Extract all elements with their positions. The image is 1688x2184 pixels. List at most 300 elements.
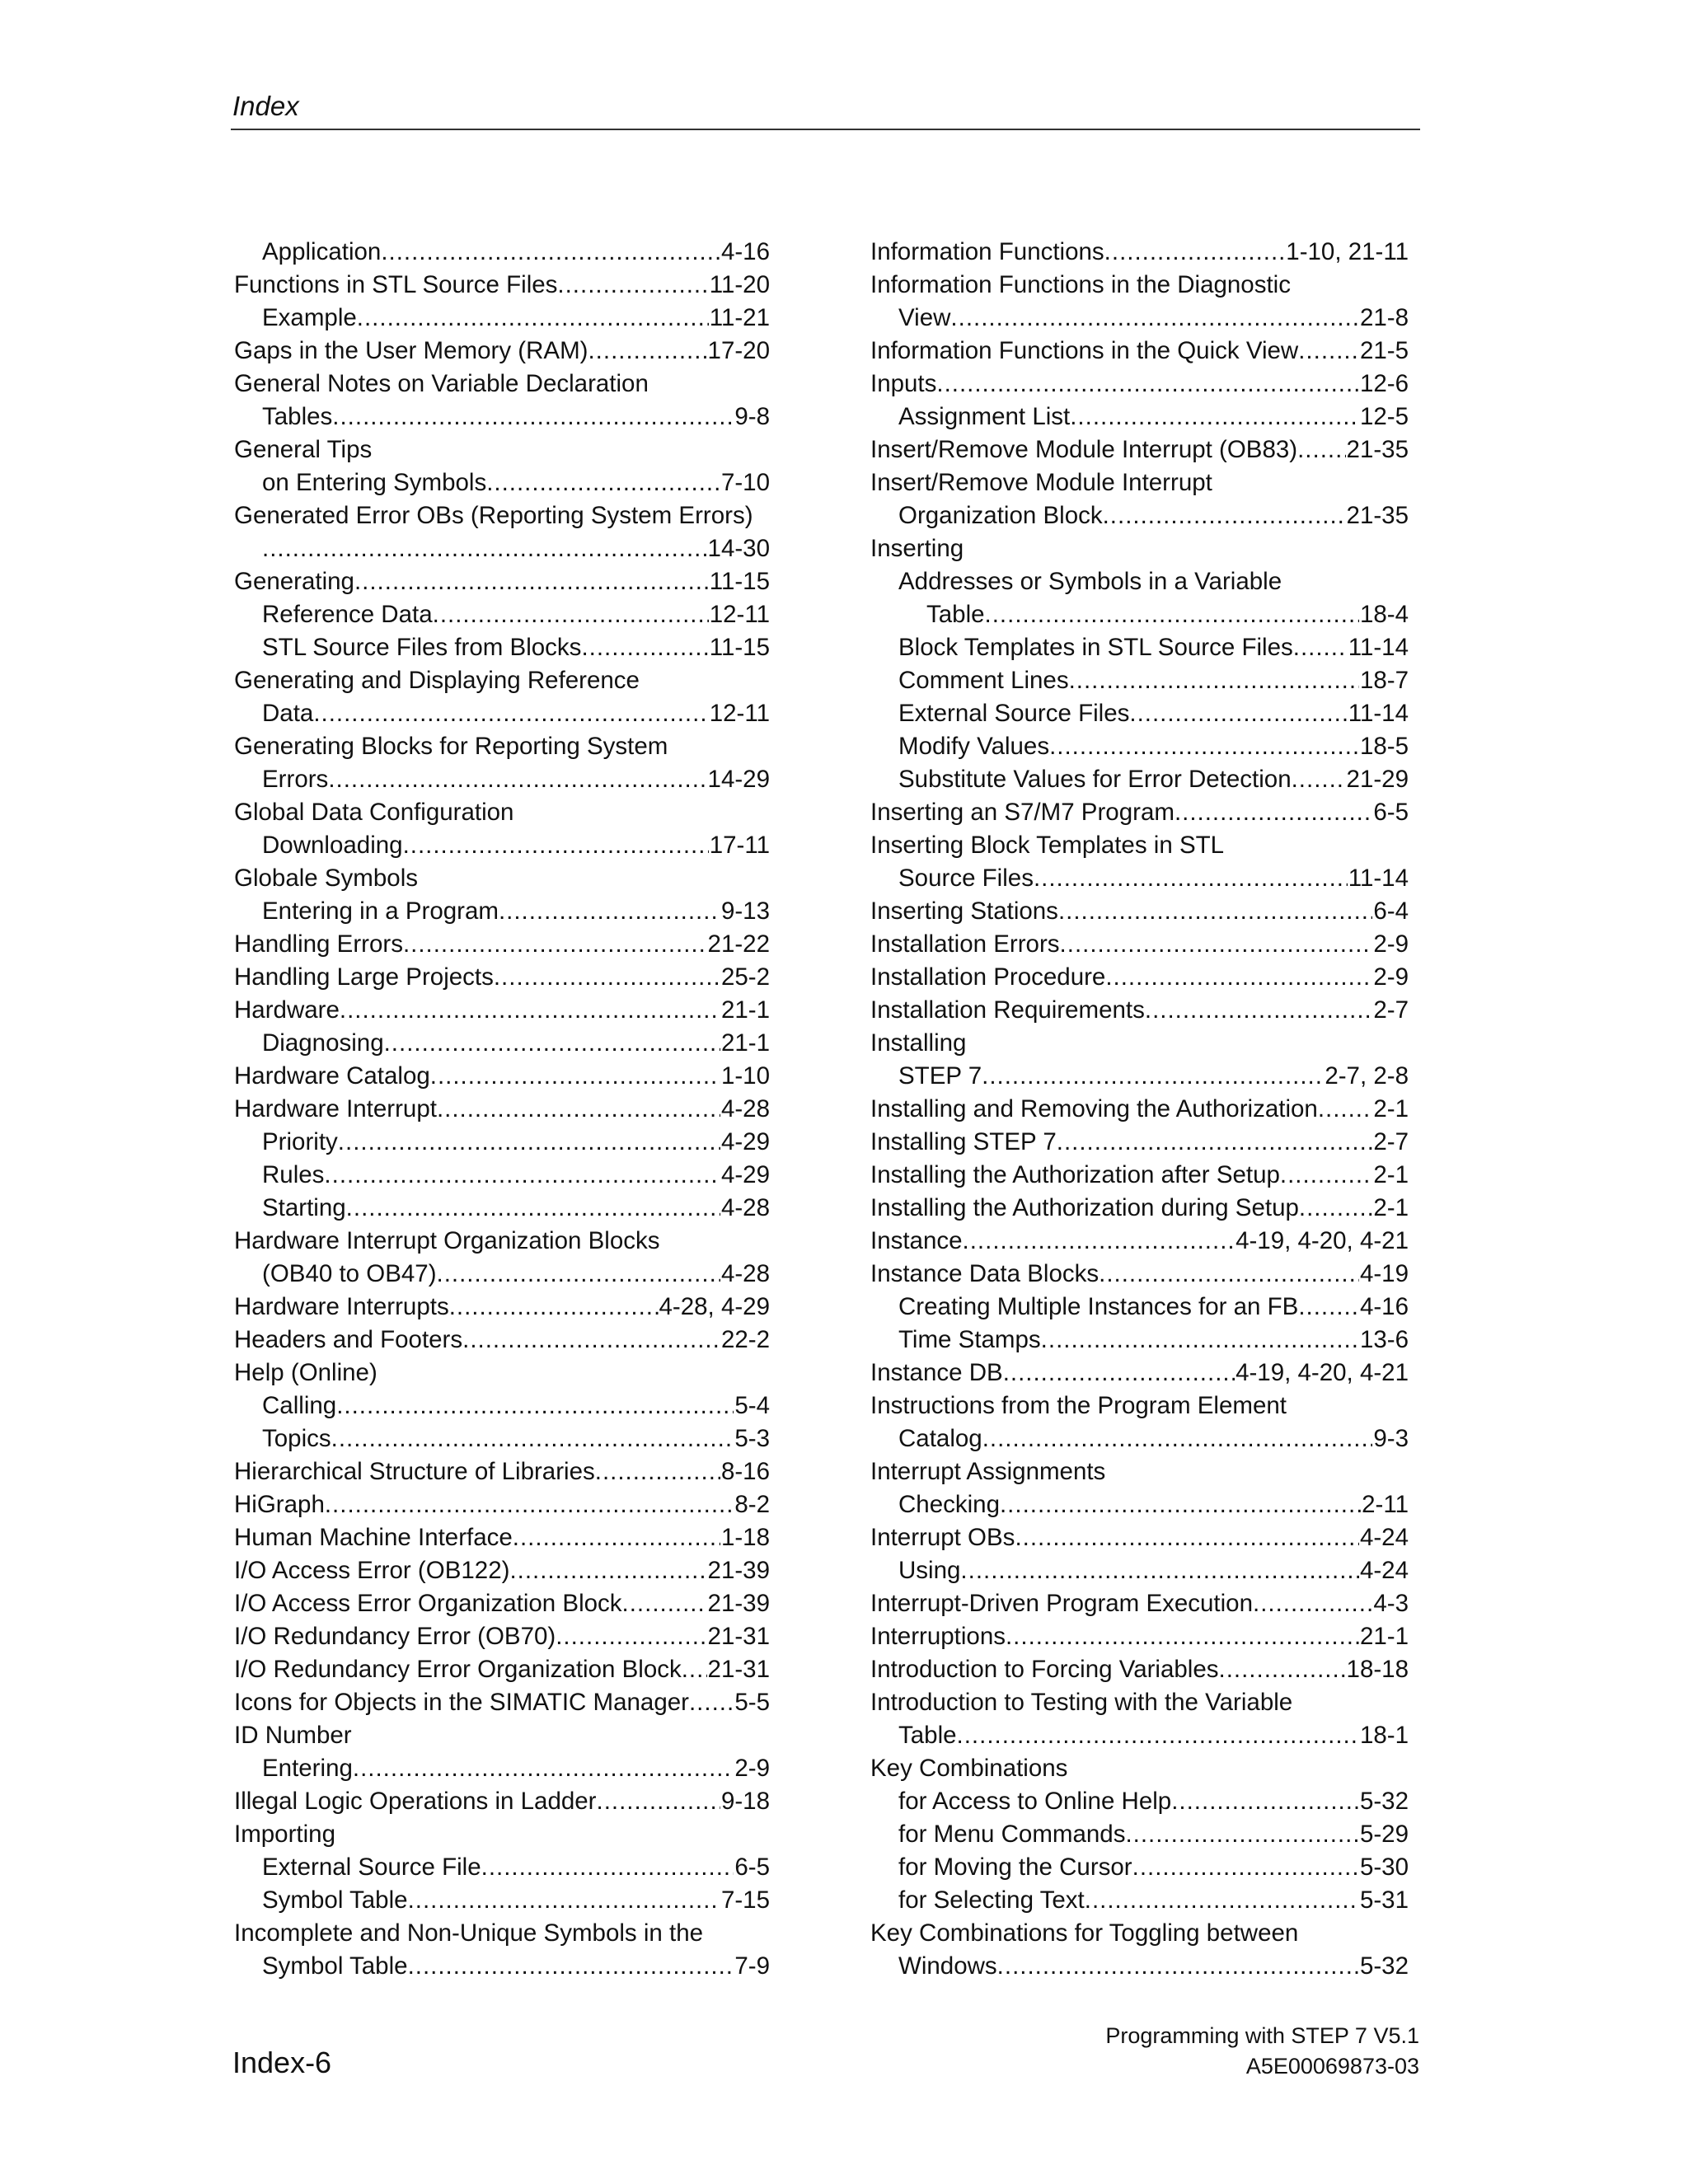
index-entry-page: 5-31 bbox=[1359, 1886, 1409, 1914]
index-entry-page: 4-19, 4-20, 4-21 bbox=[1236, 1227, 1409, 1254]
index-entry-term: Catalog bbox=[898, 1425, 982, 1452]
index-entry bbox=[870, 269, 1409, 302]
index-column-right bbox=[870, 236, 1409, 1983]
index-entry bbox=[234, 1291, 770, 1324]
index-entry-leader bbox=[353, 1752, 734, 1785]
index-entry-term: Generating Blocks for Reporting System bbox=[234, 733, 668, 760]
index-entry-page: 5-4 bbox=[734, 1392, 770, 1419]
index-entry bbox=[234, 1554, 770, 1587]
index-entry-term: General Tips bbox=[234, 436, 373, 463]
index-entry-leader bbox=[1070, 401, 1359, 434]
index-entry-term: Entering bbox=[262, 1755, 353, 1782]
index-column-left bbox=[234, 236, 770, 1983]
index-entry-term: Inserting Block Templates in STL bbox=[870, 832, 1225, 859]
index-entry bbox=[870, 1027, 1409, 1060]
index-entry-term: Globale Symbols bbox=[234, 865, 418, 892]
index-entry bbox=[234, 796, 770, 829]
index-entry-term: Instance bbox=[870, 1227, 963, 1254]
index-entry bbox=[234, 434, 770, 466]
index-entry-term: Installation Procedure bbox=[870, 963, 1106, 991]
index-entry-term: ID Number bbox=[234, 1722, 352, 1749]
index-entry-leader bbox=[331, 1422, 734, 1455]
index-entry-page: 17-11 bbox=[709, 832, 770, 859]
index-entry-term: Rules bbox=[262, 1161, 325, 1188]
index-entry bbox=[234, 236, 770, 269]
index-entry-term: Illegal Logic Operations in Ladder bbox=[234, 1788, 597, 1815]
index-entry-page: 9-18 bbox=[720, 1788, 770, 1815]
index-entry-page: 5-5 bbox=[734, 1689, 770, 1716]
index-entry bbox=[234, 1719, 770, 1752]
index-entry bbox=[234, 1851, 770, 1884]
index-entry-leader bbox=[1219, 1653, 1346, 1686]
index-entry-term: Hardware Interrupts bbox=[234, 1293, 449, 1320]
index-entry-term: for Menu Commands bbox=[898, 1821, 1126, 1848]
index-entry-page: 2-11 bbox=[1362, 1491, 1409, 1518]
index-entry-term: Application bbox=[262, 238, 382, 265]
index-entry bbox=[870, 631, 1409, 664]
index-entry-leader bbox=[1049, 730, 1359, 763]
index-entry-page: 6-5 bbox=[734, 1854, 770, 1881]
index-entry-page: 2-9 bbox=[734, 1755, 770, 1782]
index-entry-leader bbox=[408, 1950, 734, 1983]
index-entry bbox=[234, 1060, 770, 1093]
index-entry-term: Help (Online) bbox=[234, 1359, 377, 1386]
index-entry-term: for Access to Online Help bbox=[898, 1788, 1172, 1815]
index-entry bbox=[870, 1192, 1409, 1225]
index-entry-term: I/O Access Error (OB122) bbox=[234, 1557, 510, 1584]
index-entry bbox=[870, 401, 1409, 434]
index-entry-leader bbox=[481, 1851, 734, 1884]
header-rule bbox=[231, 129, 1420, 130]
index-entry-term: I/O Redundancy Error Organization Block bbox=[234, 1656, 682, 1683]
index-entry-leader bbox=[354, 565, 709, 598]
index-entry bbox=[234, 1521, 770, 1554]
index-entry-term: on Entering Symbols bbox=[262, 469, 487, 496]
index-entry-term: Functions in STL Source Files bbox=[234, 271, 558, 298]
index-entry-term: Inserting bbox=[870, 535, 964, 562]
index-entry bbox=[234, 1653, 770, 1686]
index-entry-term: Addresses or Symbols in a Variable bbox=[898, 568, 1282, 595]
index-entry bbox=[234, 862, 770, 895]
index-entry bbox=[234, 1225, 770, 1258]
index-entry bbox=[870, 499, 1409, 532]
index-entry-page: 4-28, 4-29 bbox=[659, 1293, 770, 1320]
index-entry-leader bbox=[262, 532, 707, 565]
index-entry-leader bbox=[328, 763, 706, 796]
index-entry-leader bbox=[1318, 1093, 1373, 1126]
index-entry bbox=[870, 1159, 1409, 1192]
index-entry bbox=[870, 1785, 1409, 1818]
index-entry-page: 21-1 bbox=[720, 1029, 770, 1057]
index-entry-term: General Notes on Variable Declaration bbox=[234, 370, 649, 397]
index-entry-page: 13-6 bbox=[1359, 1326, 1409, 1353]
index-entry-leader bbox=[346, 1192, 720, 1225]
index-entry-leader bbox=[982, 1060, 1324, 1093]
index-entry-page: 11-14 bbox=[1348, 865, 1409, 892]
index-entry-term: Table bbox=[926, 601, 985, 628]
index-entry-term: Installing the Authorization during Setup bbox=[870, 1194, 1299, 1221]
index-entry-leader bbox=[1069, 664, 1359, 697]
index-entry-term: Symbol Table bbox=[262, 1886, 408, 1914]
index-entry-leader bbox=[1058, 895, 1372, 928]
index-entry-leader bbox=[1085, 1884, 1359, 1917]
index-entry bbox=[870, 565, 1409, 598]
index-entry-page: 12-5 bbox=[1359, 403, 1409, 430]
index-entry bbox=[234, 499, 770, 532]
index-entry-leader bbox=[682, 1653, 707, 1686]
index-entry-page: 11-15 bbox=[709, 568, 770, 595]
index-entry-term: Entering in a Program bbox=[262, 898, 499, 925]
index-entry bbox=[234, 269, 770, 302]
index-entry bbox=[234, 1093, 770, 1126]
index-entry bbox=[870, 1554, 1409, 1587]
index-entry-page: 6-5 bbox=[1373, 799, 1409, 826]
index-entry-leader bbox=[403, 928, 707, 961]
index-entry-page: 4-16 bbox=[720, 238, 770, 265]
index-entry-term: Inserting Stations bbox=[870, 898, 1058, 925]
index-entry-page: 4-3 bbox=[1373, 1590, 1409, 1617]
index-entry-leader bbox=[437, 1258, 720, 1291]
footer-book-title: Programming with STEP 7 V5.1 bbox=[1105, 2023, 1419, 2048]
index-entry-page: 11-15 bbox=[709, 634, 770, 661]
index-entry-page: 21-35 bbox=[1346, 502, 1409, 529]
index-entry-term: Downloading bbox=[262, 832, 403, 859]
index-entry bbox=[870, 796, 1409, 829]
index-entry-term: Data bbox=[262, 700, 314, 727]
index-entry-term: Comment Lines bbox=[898, 667, 1069, 694]
index-entry bbox=[234, 1357, 770, 1390]
index-entry bbox=[234, 1258, 770, 1291]
index-entry-term: Icons for Objects in the SIMATIC Manager bbox=[234, 1689, 689, 1716]
index-entry-page: 7-10 bbox=[720, 469, 770, 496]
index-entry-leader bbox=[1034, 862, 1348, 895]
index-entry bbox=[234, 1785, 770, 1818]
index-entry-page: 4-28 bbox=[720, 1194, 770, 1221]
index-entry-leader bbox=[1104, 236, 1286, 269]
index-entry bbox=[870, 1060, 1409, 1093]
index-entry-term: Reference Data bbox=[262, 601, 433, 628]
index-entry-leader bbox=[462, 1324, 720, 1357]
index-entry-page: 5-29 bbox=[1359, 1821, 1409, 1848]
index-entry-term: Information Functions in the Diagnostic bbox=[870, 271, 1291, 298]
index-entry-term: Symbol Table bbox=[262, 1952, 408, 1980]
index-entry-leader bbox=[1299, 1192, 1372, 1225]
index-entry-page: 4-24 bbox=[1359, 1524, 1409, 1551]
index-entry bbox=[870, 1488, 1409, 1521]
index-entry-leader bbox=[689, 1686, 734, 1719]
index-entry bbox=[234, 961, 770, 994]
index-entry-page: 4-24 bbox=[1359, 1557, 1409, 1584]
index-entry-term: Source Files bbox=[898, 865, 1034, 892]
index-entry-page: 17-20 bbox=[707, 337, 770, 364]
index-entry-term: Introduction to Forcing Variables bbox=[870, 1656, 1219, 1683]
index-entry bbox=[870, 598, 1409, 631]
index-entry-leader bbox=[332, 401, 734, 434]
index-entry bbox=[234, 1126, 770, 1159]
index-entry-term: Windows bbox=[898, 1952, 997, 1980]
index-entry-term: HiGraph bbox=[234, 1491, 325, 1518]
index-entry bbox=[234, 895, 770, 928]
index-entry-page: 2-1 bbox=[1373, 1194, 1409, 1221]
index-entry bbox=[870, 1950, 1409, 1983]
index-entry-leader bbox=[486, 466, 720, 499]
index-entry-leader bbox=[1175, 796, 1372, 829]
index-entry-page: 21-39 bbox=[707, 1590, 770, 1617]
index-entry-page: 8-2 bbox=[734, 1491, 770, 1518]
index-entry-page: 22-2 bbox=[720, 1326, 770, 1353]
index-entry-page: 4-29 bbox=[720, 1128, 770, 1155]
index-entry-page: 11-21 bbox=[709, 304, 770, 331]
index-entry-term: Insert/Remove Module Interrupt bbox=[870, 469, 1212, 496]
index-entry bbox=[234, 1159, 770, 1192]
index-entry-term: Interrupt-Driven Program Execution bbox=[870, 1590, 1253, 1617]
index-entry-page: 5-32 bbox=[1359, 1952, 1409, 1980]
index-entry bbox=[870, 1917, 1409, 1950]
index-entry-leader bbox=[1125, 1818, 1359, 1851]
index-entry-leader bbox=[963, 1225, 1236, 1258]
index-entry-leader bbox=[985, 598, 1359, 631]
index-entry-term: Priority bbox=[262, 1128, 338, 1155]
index-entry-term: Global Data Configuration bbox=[234, 799, 514, 826]
index-entry-page: 12-11 bbox=[709, 700, 770, 727]
index-entry-page: 21-35 bbox=[1346, 436, 1409, 463]
index-entry-term: Generating and Displaying Reference bbox=[234, 667, 640, 694]
index-entry-leader bbox=[449, 1291, 659, 1324]
index-entry bbox=[234, 598, 770, 631]
index-entry-page: 1-10, 21-11 bbox=[1286, 238, 1409, 265]
index-entry-leader bbox=[324, 1159, 720, 1192]
index-entry-leader bbox=[1105, 961, 1372, 994]
index-entry-page: 7-15 bbox=[720, 1886, 770, 1914]
index-entry-leader bbox=[588, 335, 706, 368]
index-entry bbox=[870, 1258, 1409, 1291]
index-entry bbox=[234, 730, 770, 763]
index-entry bbox=[870, 335, 1409, 368]
index-entry bbox=[234, 1324, 770, 1357]
index-entry-term: Hardware Interrupt bbox=[234, 1095, 437, 1122]
index-entry bbox=[234, 1390, 770, 1422]
index-entry-term: Handling Errors bbox=[234, 930, 403, 958]
index-entry-term: Inputs bbox=[870, 370, 937, 397]
index-entry bbox=[870, 829, 1409, 862]
footer-page-number: Index-6 bbox=[232, 2046, 332, 2079]
index-entry bbox=[870, 1851, 1409, 1884]
index-entry-page: 14-30 bbox=[707, 535, 770, 562]
index-entry-leader bbox=[325, 1488, 734, 1521]
index-entry-page: 2-1 bbox=[1373, 1161, 1409, 1188]
index-entry-term: Headers and Footers bbox=[234, 1326, 463, 1353]
index-entry bbox=[870, 1455, 1409, 1488]
index-entry bbox=[234, 401, 770, 434]
index-entry-term: Errors bbox=[262, 766, 329, 793]
index-entry-term: Information Functions in the Quick View bbox=[870, 337, 1299, 364]
index-entry-leader bbox=[437, 1093, 720, 1126]
index-entry-term: Interrupt Assignments bbox=[870, 1458, 1106, 1485]
index-entry-term: for Selecting Text bbox=[898, 1886, 1085, 1914]
index-entry-leader bbox=[433, 598, 709, 631]
index-entry-term: Installation Errors bbox=[870, 930, 1060, 958]
index-entry bbox=[870, 434, 1409, 466]
index-entry-term: for Moving the Cursor bbox=[898, 1854, 1132, 1881]
index-entry bbox=[234, 763, 770, 796]
index-entry-term: Creating Multiple Instances for an FB bbox=[898, 1293, 1299, 1320]
index-entry-leader bbox=[997, 1950, 1359, 1983]
index-entry-leader bbox=[384, 1027, 720, 1060]
index-entry-page: 6-4 bbox=[1373, 898, 1409, 925]
index-entry bbox=[234, 1027, 770, 1060]
index-entry-page: 21-5 bbox=[1359, 337, 1409, 364]
running-header: Index bbox=[232, 91, 299, 121]
index-entry bbox=[234, 1686, 770, 1719]
index-entry bbox=[234, 335, 770, 368]
index-entry-page: 4-16 bbox=[1359, 1293, 1409, 1320]
index-entry-term: Installation Requirements bbox=[870, 996, 1145, 1024]
index-entry-term: STL Source Files from Blocks bbox=[262, 634, 582, 661]
index-entry-leader bbox=[960, 1554, 1359, 1587]
index-entry-term: Information Functions bbox=[870, 238, 1104, 265]
index-entry bbox=[870, 1719, 1409, 1752]
index-entry bbox=[234, 829, 770, 862]
index-entry-page: 7-9 bbox=[734, 1952, 770, 1980]
index-entry-leader bbox=[1060, 928, 1373, 961]
index-entry-page: 2-7 bbox=[1373, 1128, 1409, 1155]
index-entry-leader bbox=[1129, 697, 1347, 730]
index-entry-page: 21-39 bbox=[707, 1557, 770, 1584]
index-entry-page: 25-2 bbox=[720, 963, 770, 991]
index-entry-term: External Source File bbox=[262, 1854, 481, 1881]
index-entry bbox=[234, 1587, 770, 1620]
index-entry-term: Instance DB bbox=[870, 1359, 1003, 1386]
index-entry-term: Introduction to Testing with the Variable bbox=[870, 1689, 1293, 1716]
index-entry-leader bbox=[957, 1719, 1359, 1752]
index-entry-page: 1-10 bbox=[720, 1062, 770, 1090]
index-entry bbox=[870, 730, 1409, 763]
index-entry bbox=[234, 565, 770, 598]
index-entry-page: 5-3 bbox=[734, 1425, 770, 1452]
index-entry-page: 18-1 bbox=[1359, 1722, 1409, 1749]
index-entry-page: 1-18 bbox=[720, 1524, 770, 1551]
index-entry bbox=[870, 994, 1409, 1027]
index-entry bbox=[234, 1455, 770, 1488]
index-entry-leader bbox=[622, 1587, 707, 1620]
index-entry-leader bbox=[1145, 994, 1372, 1027]
index-entry-term: Interruptions bbox=[870, 1623, 1006, 1650]
index-entry-leader bbox=[1298, 1291, 1359, 1324]
index-entry-page: 18-7 bbox=[1359, 667, 1409, 694]
index-entry-page: 21-31 bbox=[707, 1656, 770, 1683]
index-entry-term: Key Combinations bbox=[870, 1755, 1068, 1782]
index-entry-term: Generated Error OBs (Reporting System Errors) bbox=[234, 502, 753, 529]
index-entry-term: View bbox=[898, 304, 951, 331]
index-entry-leader bbox=[1298, 335, 1359, 368]
index-entry bbox=[870, 1752, 1409, 1785]
index-entry bbox=[870, 895, 1409, 928]
index-entry-leader bbox=[1292, 763, 1346, 796]
index-entry-term: Substitute Values for Error Detection bbox=[898, 766, 1292, 793]
index-entry-term: Inserting an S7/M7 Program bbox=[870, 799, 1175, 826]
index-entry-page: 4-28 bbox=[720, 1260, 770, 1287]
index-entry-page: 21-22 bbox=[707, 930, 770, 958]
index-entry-page: 2-7 bbox=[1373, 996, 1409, 1024]
index-entry-term: Instance Data Blocks bbox=[870, 1260, 1100, 1287]
index-entry-leader bbox=[1132, 1851, 1359, 1884]
index-entry-page: 4-19, 4-20, 4-21 bbox=[1236, 1359, 1409, 1386]
index-entry-term: Assignment List bbox=[898, 403, 1071, 430]
index-entry-leader bbox=[313, 697, 708, 730]
index-entry-page: 14-29 bbox=[707, 766, 770, 793]
index-entry bbox=[234, 1884, 770, 1917]
index-entry bbox=[870, 1686, 1409, 1719]
index-entry-term: Time Stamps bbox=[898, 1326, 1041, 1353]
index-entry-leader bbox=[381, 236, 720, 269]
index-entry-term: Generating bbox=[234, 568, 354, 595]
index-entry bbox=[234, 631, 770, 664]
index-entry-term: Checking bbox=[898, 1491, 1000, 1518]
index-entry-term: Installing the Authorization after Setup bbox=[870, 1161, 1280, 1188]
index-entry-page: 18-4 bbox=[1359, 601, 1409, 628]
index-entry-term: Organization Block bbox=[898, 502, 1103, 529]
index-entry-leader bbox=[1057, 1126, 1373, 1159]
index-entry-term: Using bbox=[898, 1557, 961, 1584]
index-entry-leader bbox=[513, 1521, 720, 1554]
index-entry-term: Hardware Interrupt Organization Blocks bbox=[234, 1227, 660, 1254]
index-entry-page: 2-9 bbox=[1373, 963, 1409, 991]
index-entry bbox=[234, 368, 770, 401]
index-entry-page: 21-1 bbox=[720, 996, 770, 1024]
index-entry-term: Example bbox=[262, 304, 357, 331]
index-entry-term: STEP 7 bbox=[898, 1062, 982, 1090]
index-entry-page: 5-32 bbox=[1359, 1788, 1409, 1815]
index-entry-term: Hardware Catalog bbox=[234, 1062, 430, 1090]
index-entry bbox=[234, 532, 770, 565]
index-entry-leader bbox=[336, 1390, 734, 1422]
index-entry-page: 4-28 bbox=[720, 1095, 770, 1122]
index-entry-term: Installing bbox=[870, 1029, 967, 1057]
index-entry-term: Modify Values bbox=[898, 733, 1050, 760]
index-entry bbox=[234, 697, 770, 730]
index-entry-leader bbox=[403, 829, 709, 862]
index-entry-page: 2-9 bbox=[1373, 930, 1409, 958]
index-entry-leader bbox=[1041, 1324, 1359, 1357]
index-entry bbox=[870, 1324, 1409, 1357]
index-entry-term: Table bbox=[898, 1722, 957, 1749]
index-entry-term: Hardware bbox=[234, 996, 340, 1024]
index-entry bbox=[870, 1620, 1409, 1653]
index-entry-page: 9-8 bbox=[734, 403, 770, 430]
index-entry-term: Human Machine Interface bbox=[234, 1524, 513, 1551]
index-entry bbox=[870, 1422, 1409, 1455]
index-entry bbox=[870, 532, 1409, 565]
index-entry-term: Interrupt OBs bbox=[870, 1524, 1015, 1551]
index-entry-leader bbox=[408, 1884, 720, 1917]
index-entry-term: Installing STEP 7 bbox=[870, 1128, 1057, 1155]
index-entry bbox=[870, 1521, 1409, 1554]
index-entry-leader bbox=[1099, 1258, 1359, 1291]
index-entry-page: 9-3 bbox=[1373, 1425, 1409, 1452]
index-entry bbox=[870, 236, 1409, 269]
index-entry-term: I/O Redundancy Error (OB70) bbox=[234, 1623, 556, 1650]
index-entry-page: 18-18 bbox=[1346, 1656, 1409, 1683]
index-entry-term: Key Combinations for Toggling between bbox=[870, 1919, 1299, 1947]
index-entry-term: Block Templates in STL Source Files bbox=[898, 634, 1293, 661]
index-entry bbox=[234, 1818, 770, 1851]
index-entry bbox=[234, 928, 770, 961]
index-entry-leader bbox=[1006, 1620, 1359, 1653]
index-entry bbox=[234, 1192, 770, 1225]
index-entry-page: 18-5 bbox=[1359, 733, 1409, 760]
index-entry-leader bbox=[556, 1620, 706, 1653]
index-entry-term: Topics bbox=[262, 1425, 331, 1452]
